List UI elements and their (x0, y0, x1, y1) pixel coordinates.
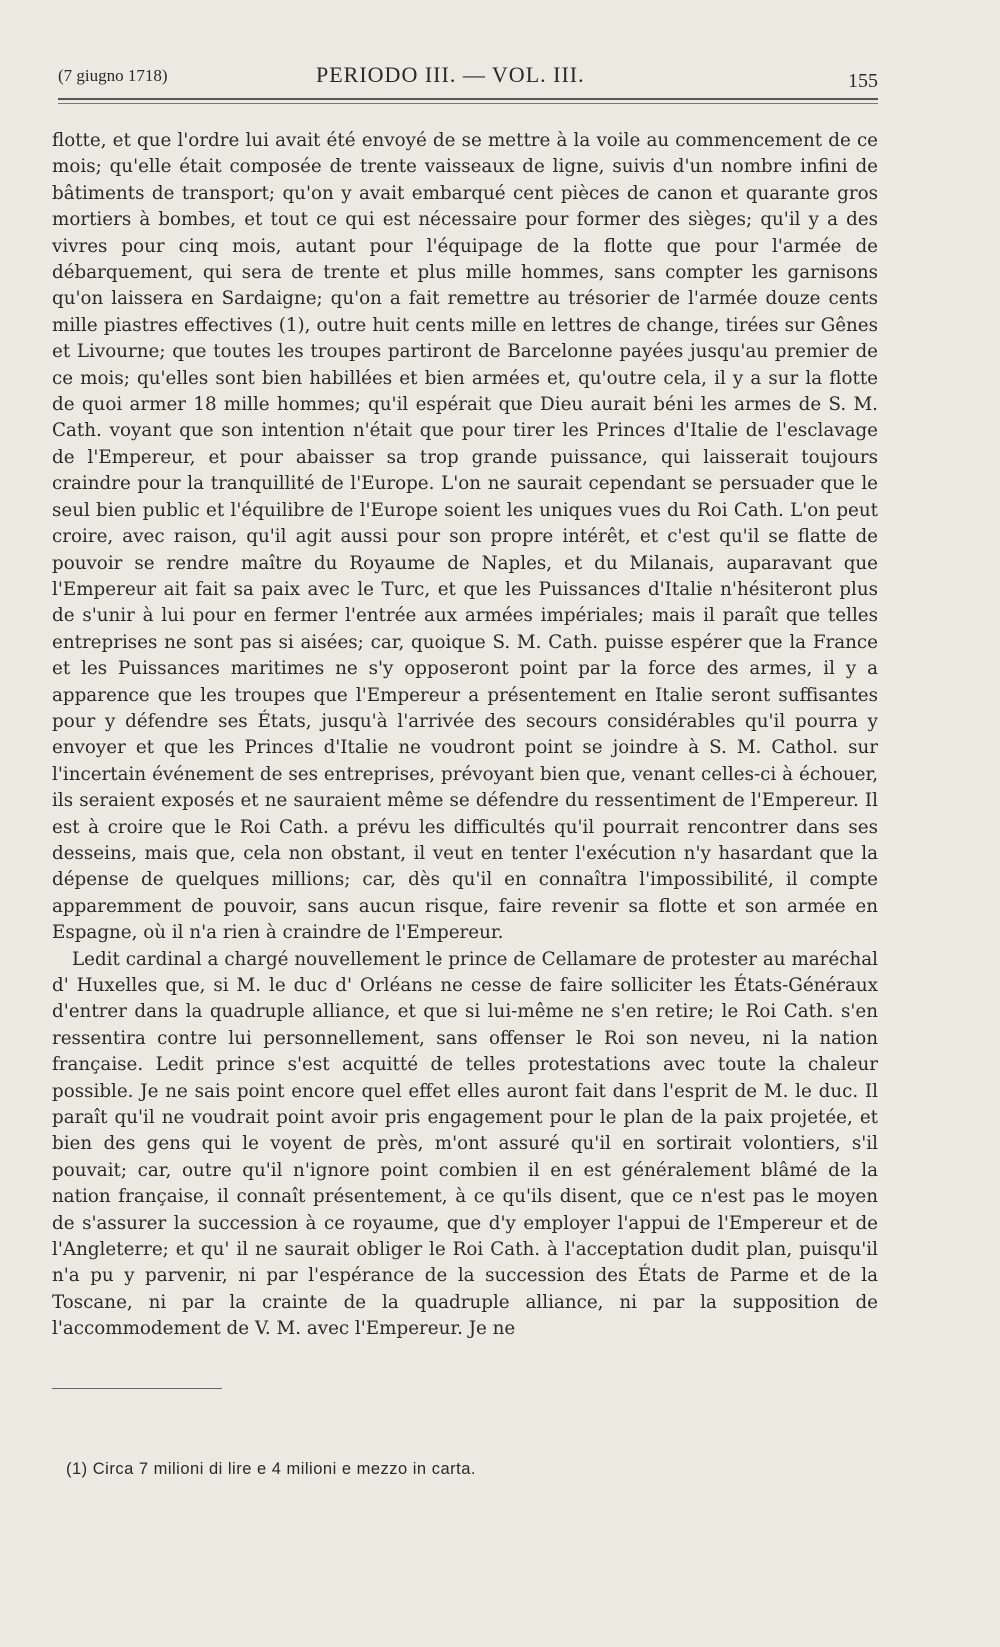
paragraph-2: Ledit cardinal a chargé nouvellement le prince de Cellamare de protester au maréchal d' Huxelles que, si M. le duc d' Orléans ne cesse de faire solliciter les États-Généraux d'entrer dans la quadruple alliance, et que si lui-même ne s'en retire; le Roi Cath. s'en ressentira contre lui personnellement, sans offenser le Roi son neveu, ni la nation française. Ledit prince s'est acquitté de telles protestations avec toute la chaleur possible. Je ne sais point encore quel effet elles auront fait dans l'esprit de M. le duc. Il paraît qu'il ne voudrait point avoir pris engagement pour le plan de la paix projetée, et bien des gens qui le voyent de près, m'ont assuré qu'il en sortirait volontiers, s'il pouvait; car, outre qu'il n'ignore point combien il en est généralement blâmé de la nation française, il connaît présentement, à ce qu'ils disent, que ce n'est pas le moyen de s'assurer la succession à ce royaume, que d'y employer l'appui de l'Empereur et de l'Angleterre; et qu' il ne saurait obliger le Roi Cath. à l'acceptation dudit plan, puisqu'il n'a pu y parvenir, ni par l'espérance de la succession des États de Parme et de la Toscane, ni par la crainte de la quadruple alliance, ni par la supposition de l'accommodement de V. M. avec l'Empereur. Je ne (52, 948, 878, 1340)
paragraph-1: flotte, et que l'ordre lui avait été envoyé de se mettre à la voile au commencement de ce mois; qu'elle était composée de trente vaisseaux de ligne, suivis d'un nombre infini de bâtiments de transport; qu'on y avait embarqué cent pièces de canon et quarante gros mortiers à bombes, et tout ce qui est nécessaire pour former des sièges; qu'il y a des vivres pour cinq mois, autant pour l'équipage de la flotte que pour l'armée de débarquement, qui sera de trente et plus mille hommes, sans compter les garnisons qu'on laissera en Sardaigne; qu'on a fait remettre au trésorier de l'armée douze cents mille piastres effectives (1), outre huit cents mille en lettres de change, tirées sur Gênes et Livourne; que toutes les troupes partiront de Barcelonne payées jusqu'au premier de ce mois; qu'elles sont bien habillées et bien armées et, qu'outre cela, il y a sur la flotte de quoi armer 18 mille hommes; qu'il espérait que Dieu aurait béni les armes de S. M. Cath. voyant que son intention n'était que pour tirer les Princes d'Italie de l'esclavage de l'Empereur, et pour abaisser sa trop grande puissance, qui laisserait toujours craindre pour la tranquillité de l'Europe. L'on ne saurait cependant se persuader que le seul bien public et l'équilibre de l'Europe soient les uniques vues du Roi Cath. L'on peut croire, avec raison, qu'il agit aussi pour son propre intérêt, et c'est qu'il se flatte de pouvoir se rendre maître du Royaume de Naples, et du Milanais, auparavant que l'Empereur ait fait sa paix avec le Turc, et que les Puissances d'Italie n'hésiteront plus de s'unir à lui pour en fermer l'entrée aux armées impériales; mais il paraît que telles entreprises ne sont pas si aisées; car, quoique S. M. Cath. puisse espérer que la France et les Puissances maritimes ne s'y opposeront point par la force des armes, il y a apparence que les troupes que l'Empereur a présentement en Italie seront suffisantes pour y défendre ses États, jusqu'à l'arrivée des secours considérables qu'il pourra y envoyer et que les Princes d'Italie ne voudront point se joindre à S. M. Cathol. sur l'incertain événement de ses entreprises, prévoyant bien que, venant celles-ci à échouer, ils seraient exposés et ne sauraient même se défendre du ressentiment de l'Empereur. Il est à croire que le Roi Cath. a prévu les difficultés qu'il pourrait rencontrer dans ses desseins, mais que, cela non obstant, il veut en tenter l'exécution n'y hasardant que la dépense de quelques millions; car, dès qu'il en connaîtra l'impossibilité, il compte apparemment de pouvoir, sans aucun risque, faire revenir sa flotte et son armée en Espagne, où il n'a rien à craindre de l'Empereur. (52, 130, 878, 944)
page-number: 155 (848, 70, 878, 92)
body-text (52, 128, 878, 1343)
header-rule (58, 98, 878, 100)
header-rule-thin (58, 103, 878, 104)
footnote: (1) Circa 7 milioni di lire e 4 milioni e mezzo in carta. (66, 1460, 476, 1478)
running-header (58, 64, 878, 94)
footnote-rule (52, 1388, 222, 1389)
header-title: PERIODO III. — VOL. III. (316, 62, 585, 87)
header-date: (7 giugno 1718) (58, 66, 168, 85)
